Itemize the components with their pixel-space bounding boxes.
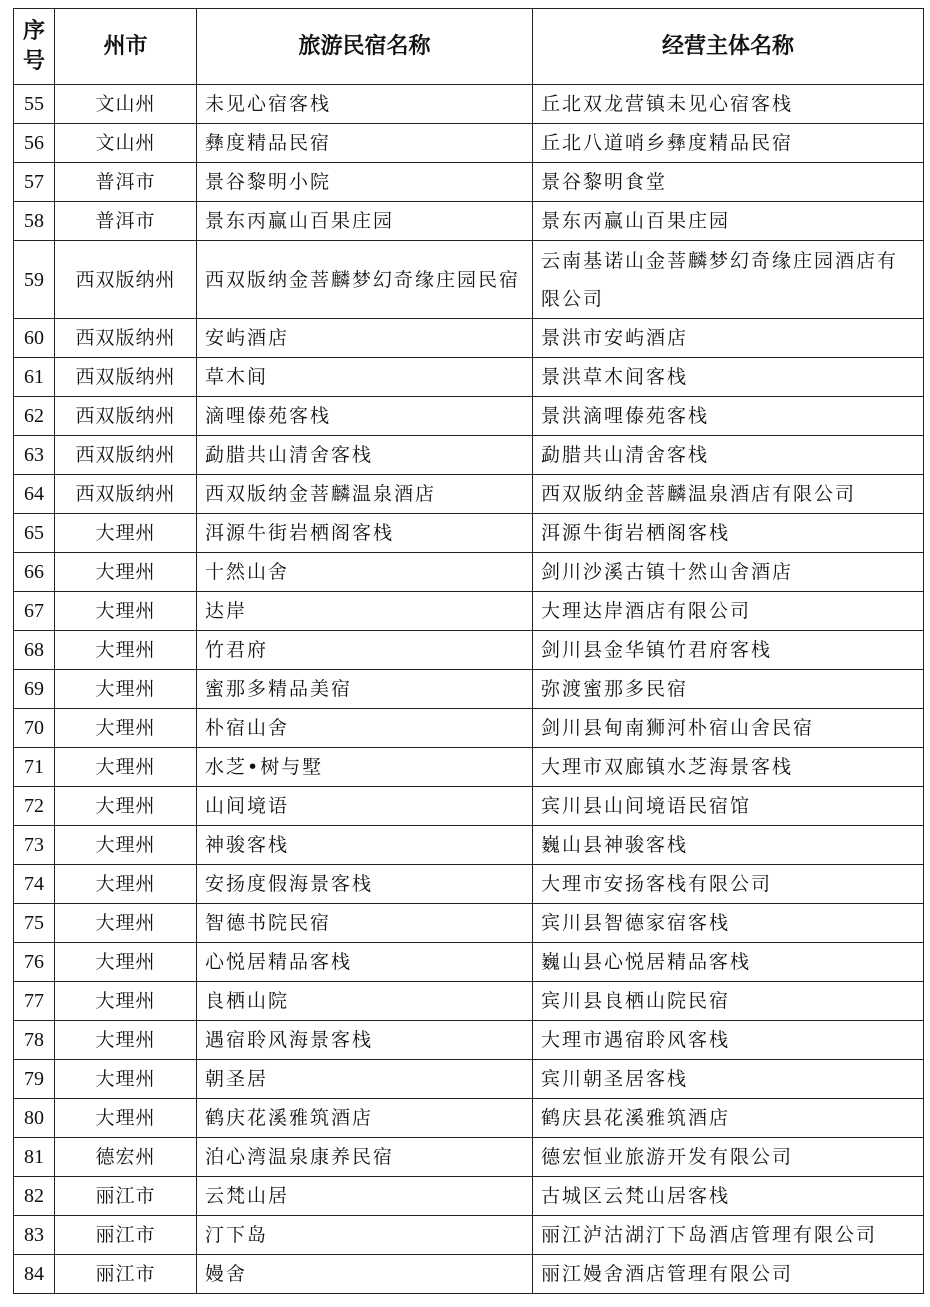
row-number: 59 bbox=[14, 241, 55, 319]
row-number: 60 bbox=[14, 319, 55, 358]
row-operator-name: 丽江嫚舍酒店管理有限公司 bbox=[533, 1255, 924, 1294]
row-city: 大理州 bbox=[55, 748, 197, 787]
row-city: 大理州 bbox=[55, 592, 197, 631]
row-homestay-name: 水芝•树与墅 bbox=[197, 748, 533, 787]
row-city: 西双版纳州 bbox=[55, 475, 197, 514]
row-homestay-name: 云梵山居 bbox=[197, 1177, 533, 1216]
row-number: 67 bbox=[14, 592, 55, 631]
row-city: 西双版纳州 bbox=[55, 397, 197, 436]
row-operator-name: 大理市双廊镇水芝海景客栈 bbox=[533, 748, 924, 787]
row-operator-name: 景东丙赢山百果庄园 bbox=[533, 202, 924, 241]
row-operator-name: 西双版纳金菩麟温泉酒店有限公司 bbox=[533, 475, 924, 514]
table-row bbox=[14, 709, 924, 748]
row-operator-name: 丽江泸沽湖汀下岛酒店管理有限公司 bbox=[533, 1216, 924, 1255]
row-homestay-name: 安屿酒店 bbox=[197, 319, 533, 358]
row-homestay-name: 西双版纳金菩麟温泉酒店 bbox=[197, 475, 533, 514]
row-operator-name: 德宏恒业旅游开发有限公司 bbox=[533, 1138, 924, 1177]
row-city: 大理州 bbox=[55, 709, 197, 748]
row-homestay-name: 泊心湾温泉康养民宿 bbox=[197, 1138, 533, 1177]
table-row bbox=[14, 1177, 924, 1216]
table-row bbox=[14, 592, 924, 631]
row-city: 西双版纳州 bbox=[55, 358, 197, 397]
row-homestay-name: 山间境语 bbox=[197, 787, 533, 826]
table-row bbox=[14, 553, 924, 592]
row-number: 83 bbox=[14, 1216, 55, 1255]
row-city: 西双版纳州 bbox=[55, 241, 197, 319]
row-operator-name: 宾川县良栖山院民宿 bbox=[533, 982, 924, 1021]
row-number: 79 bbox=[14, 1060, 55, 1099]
row-homestay-name: 滴哩傣苑客栈 bbox=[197, 397, 533, 436]
row-number: 72 bbox=[14, 787, 55, 826]
row-operator-name: 巍山县心悦居精品客栈 bbox=[533, 943, 924, 982]
table-row bbox=[14, 865, 924, 904]
table-row bbox=[14, 319, 924, 358]
row-number: 69 bbox=[14, 670, 55, 709]
row-homestay-name: 景东丙赢山百果庄园 bbox=[197, 202, 533, 241]
row-number: 58 bbox=[14, 202, 55, 241]
table-row bbox=[14, 397, 924, 436]
row-operator-name: 景洪市安屿酒店 bbox=[533, 319, 924, 358]
header-row bbox=[14, 9, 924, 85]
table-body bbox=[14, 85, 924, 1294]
row-city: 丽江市 bbox=[55, 1177, 197, 1216]
row-homestay-name: 良栖山院 bbox=[197, 982, 533, 1021]
row-number: 73 bbox=[14, 826, 55, 865]
table-row bbox=[14, 202, 924, 241]
row-city: 文山州 bbox=[55, 124, 197, 163]
table-row bbox=[14, 1099, 924, 1138]
row-homestay-name: 十然山舍 bbox=[197, 553, 533, 592]
row-homestay-name: 未见心宿客栈 bbox=[197, 85, 533, 124]
row-homestay-name: 西双版纳金菩麟梦幻奇缘庄园民宿 bbox=[197, 241, 533, 319]
row-operator-name: 宾川朝圣居客栈 bbox=[533, 1060, 924, 1099]
row-homestay-name: 达岸 bbox=[197, 592, 533, 631]
table-row bbox=[14, 475, 924, 514]
table-row bbox=[14, 124, 924, 163]
row-city: 普洱市 bbox=[55, 202, 197, 241]
row-number: 71 bbox=[14, 748, 55, 787]
row-city: 大理州 bbox=[55, 943, 197, 982]
row-city: 大理州 bbox=[55, 1060, 197, 1099]
header-operator: 经营主体名称 bbox=[533, 9, 924, 85]
table-row bbox=[14, 1138, 924, 1177]
table-row bbox=[14, 748, 924, 787]
row-city: 大理州 bbox=[55, 670, 197, 709]
table-row bbox=[14, 943, 924, 982]
row-city: 大理州 bbox=[55, 631, 197, 670]
row-operator-name: 大理达岸酒店有限公司 bbox=[533, 592, 924, 631]
row-city: 大理州 bbox=[55, 553, 197, 592]
row-number: 57 bbox=[14, 163, 55, 202]
table-row bbox=[14, 1216, 924, 1255]
row-homestay-name: 竹君府 bbox=[197, 631, 533, 670]
row-operator-name: 剑川沙溪古镇十然山舍酒店 bbox=[533, 553, 924, 592]
row-city: 大理州 bbox=[55, 826, 197, 865]
row-operator-name: 剑川县甸南狮河朴宿山舍民宿 bbox=[533, 709, 924, 748]
row-operator-name: 勐腊共山清舍客栈 bbox=[533, 436, 924, 475]
row-operator-name: 宾川县智德家宿客栈 bbox=[533, 904, 924, 943]
row-city: 大理州 bbox=[55, 1021, 197, 1060]
header-no: 序号 bbox=[14, 9, 55, 85]
table-row bbox=[14, 1060, 924, 1099]
row-operator-name: 宾川县山间境语民宿馆 bbox=[533, 787, 924, 826]
table-row bbox=[14, 670, 924, 709]
row-homestay-name: 安扬度假海景客栈 bbox=[197, 865, 533, 904]
row-city: 德宏州 bbox=[55, 1138, 197, 1177]
table-row bbox=[14, 982, 924, 1021]
row-operator-name: 巍山县神骏客栈 bbox=[533, 826, 924, 865]
table-row bbox=[14, 631, 924, 670]
row-number: 74 bbox=[14, 865, 55, 904]
row-homestay-name: 汀下岛 bbox=[197, 1216, 533, 1255]
row-operator-name: 鹤庆县花溪雅筑酒店 bbox=[533, 1099, 924, 1138]
row-number: 65 bbox=[14, 514, 55, 553]
table-row bbox=[14, 241, 924, 319]
row-operator-name: 弥渡蜜那多民宿 bbox=[533, 670, 924, 709]
row-homestay-name: 鹤庆花溪雅筑酒店 bbox=[197, 1099, 533, 1138]
header-name: 旅游民宿名称 bbox=[197, 9, 533, 85]
table-row bbox=[14, 514, 924, 553]
row-operator-name: 大理市安扬客栈有限公司 bbox=[533, 865, 924, 904]
row-number: 56 bbox=[14, 124, 55, 163]
row-city: 文山州 bbox=[55, 85, 197, 124]
row-homestay-name: 彝度精品民宿 bbox=[197, 124, 533, 163]
row-city: 丽江市 bbox=[55, 1255, 197, 1294]
row-number: 63 bbox=[14, 436, 55, 475]
row-number: 77 bbox=[14, 982, 55, 1021]
row-homestay-name: 朴宿山舍 bbox=[197, 709, 533, 748]
row-number: 68 bbox=[14, 631, 55, 670]
table-row bbox=[14, 163, 924, 202]
row-operator-name: 丘北八道哨乡彝度精品民宿 bbox=[533, 124, 924, 163]
table-row bbox=[14, 904, 924, 943]
row-operator-name: 剑川县金华镇竹君府客栈 bbox=[533, 631, 924, 670]
row-operator-name: 大理市遇宿聆风客栈 bbox=[533, 1021, 924, 1060]
row-city: 普洱市 bbox=[55, 163, 197, 202]
row-homestay-name: 智德书院民宿 bbox=[197, 904, 533, 943]
row-number: 64 bbox=[14, 475, 55, 514]
header-city: 州市 bbox=[55, 9, 197, 85]
row-number: 82 bbox=[14, 1177, 55, 1216]
row-city: 大理州 bbox=[55, 787, 197, 826]
row-homestay-name: 朝圣居 bbox=[197, 1060, 533, 1099]
row-number: 70 bbox=[14, 709, 55, 748]
table-row bbox=[14, 436, 924, 475]
row-city: 大理州 bbox=[55, 904, 197, 943]
row-homestay-name: 洱源牛街岩栖阁客栈 bbox=[197, 514, 533, 553]
row-number: 76 bbox=[14, 943, 55, 982]
row-city: 大理州 bbox=[55, 865, 197, 904]
row-number: 84 bbox=[14, 1255, 55, 1294]
table-row bbox=[14, 787, 924, 826]
row-number: 62 bbox=[14, 397, 55, 436]
row-city: 大理州 bbox=[55, 514, 197, 553]
row-operator-name: 洱源牛街岩栖阁客栈 bbox=[533, 514, 924, 553]
row-city: 大理州 bbox=[55, 982, 197, 1021]
homestay-table bbox=[13, 8, 924, 1294]
row-operator-name: 景谷黎明食堂 bbox=[533, 163, 924, 202]
row-city: 西双版纳州 bbox=[55, 319, 197, 358]
row-homestay-name: 神骏客栈 bbox=[197, 826, 533, 865]
table-row bbox=[14, 358, 924, 397]
row-city: 西双版纳州 bbox=[55, 436, 197, 475]
row-number: 81 bbox=[14, 1138, 55, 1177]
row-operator-name: 景洪滴哩傣苑客栈 bbox=[533, 397, 924, 436]
row-operator-name: 云南基诺山金菩麟梦幻奇缘庄园酒店有限公司 bbox=[533, 241, 924, 319]
row-number: 80 bbox=[14, 1099, 55, 1138]
row-operator-name: 丘北双龙营镇未见心宿客栈 bbox=[533, 85, 924, 124]
row-homestay-name: 草木间 bbox=[197, 358, 533, 397]
row-number: 61 bbox=[14, 358, 55, 397]
table-row bbox=[14, 826, 924, 865]
table-row bbox=[14, 85, 924, 124]
row-city: 大理州 bbox=[55, 1099, 197, 1138]
row-homestay-name: 景谷黎明小院 bbox=[197, 163, 533, 202]
table-row bbox=[14, 1255, 924, 1294]
row-number: 55 bbox=[14, 85, 55, 124]
row-number: 78 bbox=[14, 1021, 55, 1060]
row-homestay-name: 嫚舍 bbox=[197, 1255, 533, 1294]
row-number: 66 bbox=[14, 553, 55, 592]
row-homestay-name: 蜜那多精品美宿 bbox=[197, 670, 533, 709]
row-homestay-name: 遇宿聆风海景客栈 bbox=[197, 1021, 533, 1060]
row-operator-name: 景洪草木间客栈 bbox=[533, 358, 924, 397]
row-operator-name: 古城区云梵山居客栈 bbox=[533, 1177, 924, 1216]
row-city: 丽江市 bbox=[55, 1216, 197, 1255]
row-homestay-name: 心悦居精品客栈 bbox=[197, 943, 533, 982]
row-number: 75 bbox=[14, 904, 55, 943]
row-homestay-name: 勐腊共山清舍客栈 bbox=[197, 436, 533, 475]
table-row bbox=[14, 1021, 924, 1060]
